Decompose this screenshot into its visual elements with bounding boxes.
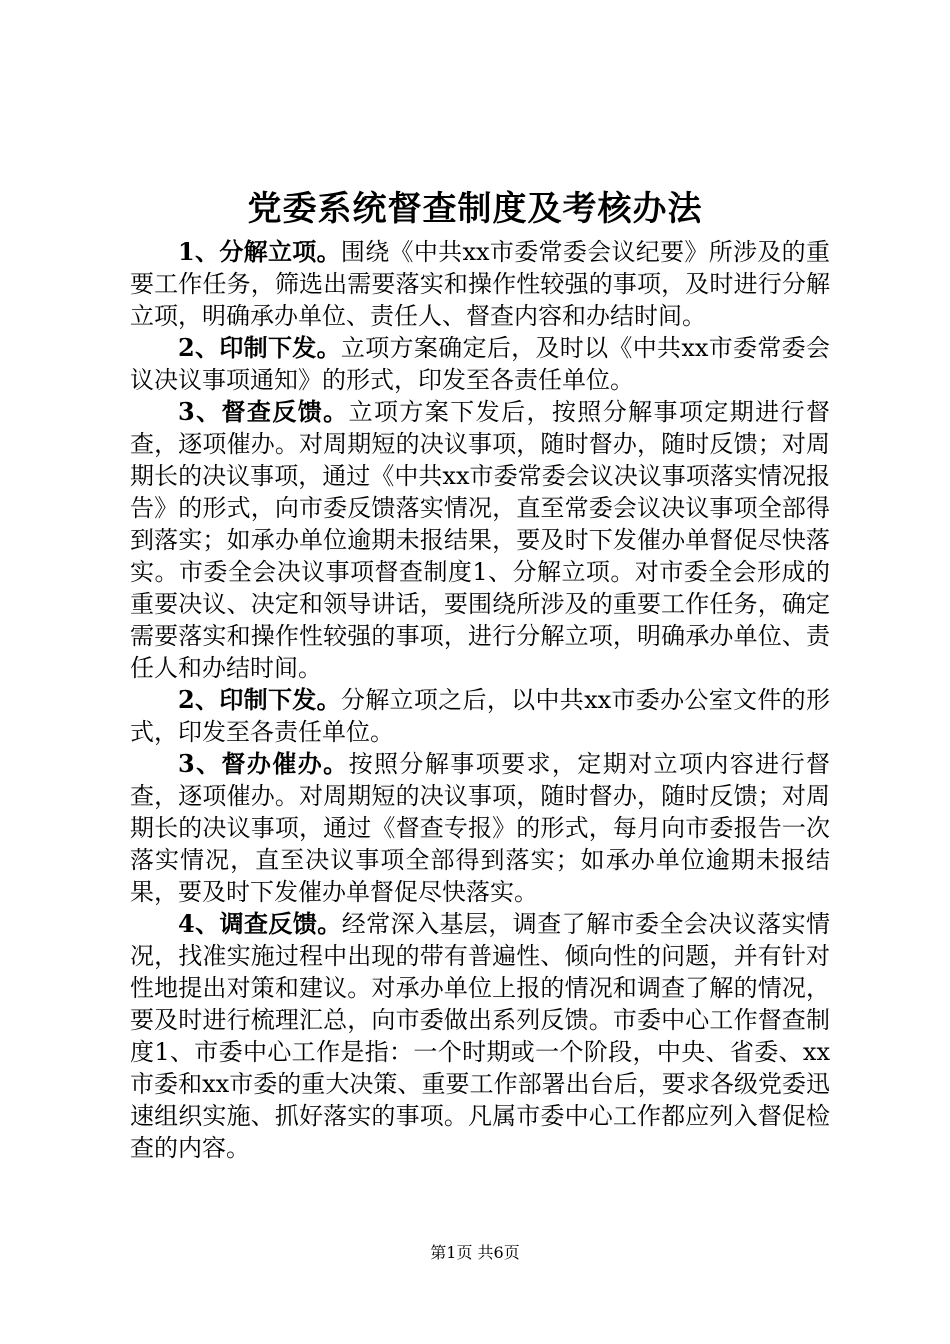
paragraph-text: 按照分解事项要求，定期对立项内容进行督查，逐项催办。对周期短的决议事项，随时督办，随时反馈；对周期长的决议事项，通过《督查专报》的形式，每月向市委报告一次落实情况，直至决议事项全部得到落实；如承办单位逾期未报结果，要及时下发催办单督促尽快落实。 xyxy=(130,750,831,906)
paragraph-lead: 4、调查反馈。 xyxy=(178,909,342,938)
page-number-footer: 第1页 共6页 xyxy=(430,1243,520,1262)
paragraph-lead: 2、印制下发。 xyxy=(178,333,341,362)
paragraph-2 xyxy=(130,332,830,396)
document-body xyxy=(130,236,830,1164)
paragraph-1 xyxy=(130,236,830,332)
paragraph-lead: 3、督办催办。 xyxy=(178,749,349,778)
paragraph-5 xyxy=(130,748,830,908)
paragraph-text: 经常深入基层，调查了解市委全会决议落实情况，找准实施过程中出现的带有普遍性、倾向性的问题，并有针对性地提出对策和建议。对承办单位上报的情况和调查了解的情况，要及时进行梳理汇总，向市委做出系列反馈。市委中心工作督查制度1、市委中心工作是指：一个时期或一个阶段，中央、省委、xx市委和xx市委的重大决策、重要工作部署出台后，要求各级党委迅速组织实施、抓好落实的事项。凡属市委中心工作都应列入督促检查的内容。 xyxy=(130,910,831,1162)
document-title: 党委系统督查制度及考核办法 xyxy=(247,189,703,229)
paragraph-lead: 2、印制下发。 xyxy=(178,685,341,714)
paragraph-3 xyxy=(130,396,830,684)
paragraph-6 xyxy=(130,908,830,1164)
paragraph-4 xyxy=(130,684,830,748)
paragraph-text: 分解立项之后，以中共xx市委办公室文件的形式，印发至各责任单位。 xyxy=(130,686,830,746)
paragraph-text: 围绕《中共xx市委常委会议纪要》所涉及的重要工作任务，筛选出需要落实和操作性较强的事项，及时进行分解立项，明确承办单位、责任人、督查内容和办结时间。 xyxy=(130,238,830,330)
paragraph-lead: 1、分解立项。 xyxy=(178,237,341,266)
paragraph-text: 立项方案下发后，按照分解事项定期进行督查，逐项催办。对周期短的决议事项，随时督办，随时反馈；对周期长的决议事项，通过《中共xx市委常委会议决议事项落实情况报告》的形式，向市委反馈落实情况，直至常委会议决议事项全部得到落实；如承办单位逾期未报结果，要及时下发催办单督促尽快落实。市委全会决议事项督查制度1、分解立项。对市委全会形成的重要决议、决定和领导讲话，要围绕所涉及的重要工作任务，确定需要落实和操作性较强的事项，进行分解立项，明确承办单位、责任人和办结时间。 xyxy=(130,398,831,682)
paragraph-text: 立项方案确定后，及时以《中共xx市委常委会议决议事项通知》的形式，印发至各责任单位。 xyxy=(130,334,830,394)
paragraph-lead: 3、督查反馈。 xyxy=(178,397,349,426)
